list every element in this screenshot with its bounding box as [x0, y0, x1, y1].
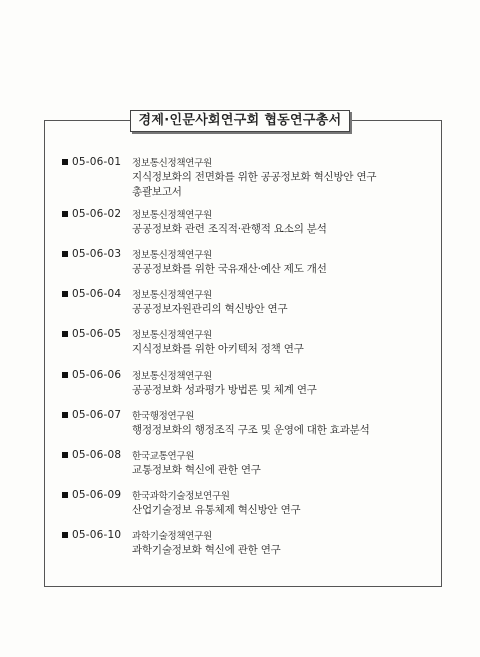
bullet-icon: [62, 291, 68, 297]
report-code: 05-06-04: [72, 287, 122, 300]
institute-name: 정보통신정책연구원: [132, 249, 212, 261]
report-code: 05-06-05: [72, 327, 122, 340]
report-title: 총괄보고서: [132, 186, 182, 198]
report-title: 공공정보자원관리의 혁신방안 연구: [132, 303, 288, 315]
report-list: [62, 153, 422, 558]
institute-name: 정보통신정책연구원: [132, 370, 212, 382]
list-item: [62, 366, 422, 398]
list-item: [62, 325, 422, 357]
list-item: [62, 153, 422, 200]
list-item: [62, 285, 422, 317]
institute-name: 정보통신정책연구원: [132, 157, 212, 169]
report-title: 공공정보화 관련 조직적·관행적 요소의 분석: [132, 223, 327, 235]
report-code: 05-06-02: [72, 207, 122, 220]
series-title: 경제·인문사회연구회 협동연구총서: [130, 110, 351, 132]
report-title: 행정정보화의 행정조직 구조 및 운영에 대한 효과분석: [132, 424, 370, 436]
list-item: [62, 406, 422, 438]
report-code: 05-06-08: [72, 448, 122, 461]
bullet-icon: [62, 452, 68, 458]
report-title: 지식정보화의 전면화를 위한 공공정보화 혁신방안 연구: [132, 171, 377, 183]
report-code: 05-06-10: [72, 528, 122, 541]
list-item: [62, 486, 422, 518]
list-item: [62, 446, 422, 478]
report-title: 공공정보화를 위한 국유재산·예산 제도 개선: [132, 263, 327, 275]
report-code: 05-06-03: [72, 247, 122, 260]
bullet-icon: [62, 251, 68, 257]
bullet-icon: [62, 159, 68, 165]
institute-name: 정보통신정책연구원: [132, 209, 212, 221]
report-code: 05-06-07: [72, 408, 122, 421]
report-title: 공공정보화 성과평가 방법론 및 체계 연구: [132, 384, 317, 396]
institute-name: 한국행정연구원: [132, 410, 195, 422]
bullet-icon: [62, 331, 68, 337]
institute-name: 한국과학기술정보연구원: [132, 490, 230, 502]
bullet-icon: [62, 372, 68, 378]
report-code: 05-06-01: [72, 155, 122, 168]
report-title: 교통정보화 혁신에 관한 연구: [132, 464, 261, 476]
report-title: 과학기술정보화 혁신에 관한 연구: [132, 544, 281, 556]
list-item: [62, 245, 422, 277]
institute-name: 정보통신정책연구원: [132, 329, 212, 341]
list-item: [62, 526, 422, 558]
report-code: 05-06-06: [72, 368, 122, 381]
bullet-icon: [62, 492, 68, 498]
institute-name: 한국교통연구원: [132, 450, 195, 462]
bullet-icon: [62, 412, 68, 418]
bullet-icon: [62, 211, 68, 217]
report-code: 05-06-09: [72, 488, 122, 501]
institute-name: 과학기술정책연구원: [132, 530, 212, 542]
institute-name: 정보통신정책연구원: [132, 289, 212, 301]
bullet-icon: [62, 532, 68, 538]
report-title: 지식정보화를 위한 아키텍처 정책 연구: [132, 343, 304, 355]
list-item: [62, 205, 422, 237]
report-title: 산업기술정보 유통체제 혁신방안 연구: [132, 504, 301, 516]
